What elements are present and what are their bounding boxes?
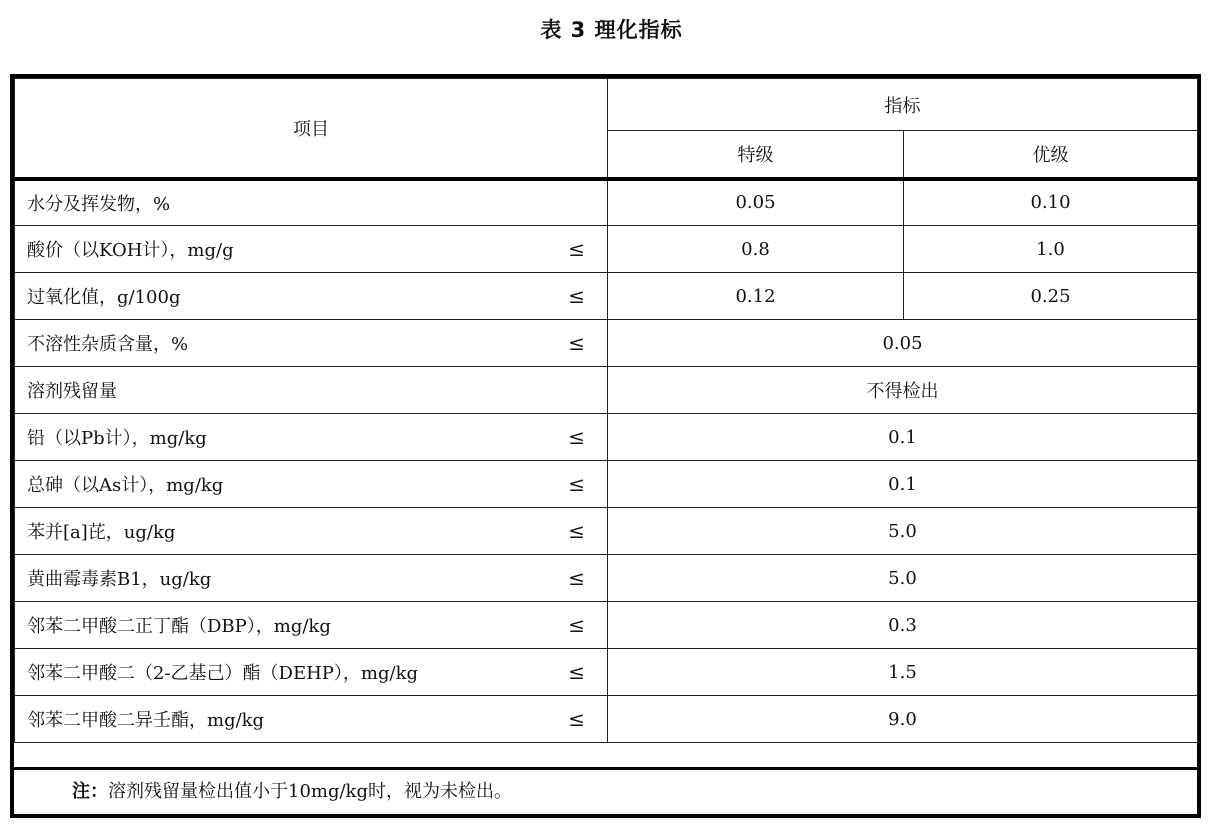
note-label: 注： [72, 781, 108, 802]
table-row [15, 649, 1198, 696]
value-premium: 1.0 [904, 226, 1198, 273]
value-merged: 1.5 [608, 649, 1198, 696]
le-symbol: ≤ [568, 613, 585, 637]
value-merged: 0.1 [608, 414, 1198, 461]
le-symbol: ≤ [568, 331, 585, 355]
value-merged: 5.0 [608, 555, 1198, 602]
table-row [15, 226, 1198, 273]
table-row [15, 508, 1198, 555]
table-title: 表 3 理化指标 [540, 18, 683, 42]
header-grade-special: 特级 [608, 131, 904, 179]
value-special: 0.8 [608, 226, 904, 273]
header-indicator: 指标 [608, 79, 1198, 131]
table-frame [10, 74, 1201, 818]
row-item: 不溶性杂质含量，% [27, 334, 189, 355]
le-symbol: ≤ [568, 472, 585, 496]
le-symbol: ≤ [568, 660, 585, 684]
row-item: 邻苯二甲酸二正丁酯（DBP），mg/kg [27, 616, 331, 637]
le-symbol: ≤ [568, 425, 585, 449]
value-premium: 0.25 [904, 273, 1198, 320]
le-symbol: ≤ [568, 566, 585, 590]
row-item: 溶剂残留量 [27, 381, 117, 402]
table-row [15, 555, 1198, 602]
table-row [15, 367, 1198, 414]
value-merged: 9.0 [608, 696, 1198, 743]
row-item: 邻苯二甲酸二异壬酯，mg/kg [27, 710, 265, 731]
value-merged: 0.05 [608, 320, 1198, 367]
row-item: 酸价（以KOH计），mg/g [27, 240, 234, 261]
note-text: 溶剂残留量检出值小于10mg/kg时，视为未检出。 [108, 781, 512, 802]
row-item: 苯并[a]芘，ug/kg [27, 522, 176, 543]
table-row [15, 320, 1198, 367]
value-merged: 不得检出 [608, 367, 1198, 414]
table-row [15, 461, 1198, 508]
table-row [15, 696, 1198, 743]
table-row [15, 273, 1198, 320]
value-premium: 0.10 [904, 179, 1198, 226]
value-merged: 0.3 [608, 602, 1198, 649]
table-row [15, 414, 1198, 461]
table-row [15, 602, 1198, 649]
le-symbol: ≤ [568, 284, 585, 308]
header-item: 项目 [15, 79, 608, 179]
row-item: 邻苯二甲酸二（2-乙基己）酯（DEHP），mg/kg [27, 663, 418, 684]
indicator-table [14, 78, 1198, 743]
le-symbol: ≤ [568, 519, 585, 543]
table-row [15, 179, 1198, 226]
le-symbol: ≤ [568, 237, 585, 261]
row-item: 水分及挥发物，% [27, 193, 171, 215]
value-special: 0.12 [608, 273, 904, 320]
table-note [14, 767, 1197, 814]
row-item: 总砷（以As计），mg/kg [27, 475, 224, 496]
row-item: 黄曲霉毒素B1，ug/kg [27, 569, 212, 590]
row-item: 铅（以Pb计），mg/kg [27, 428, 207, 449]
value-merged: 5.0 [608, 508, 1198, 555]
row-item: 过氧化值，g/100g [27, 287, 181, 308]
header-grade-premium: 优级 [904, 131, 1198, 179]
le-symbol: ≤ [568, 707, 585, 731]
value-merged: 0.1 [608, 461, 1198, 508]
value-special: 0.05 [608, 179, 904, 226]
